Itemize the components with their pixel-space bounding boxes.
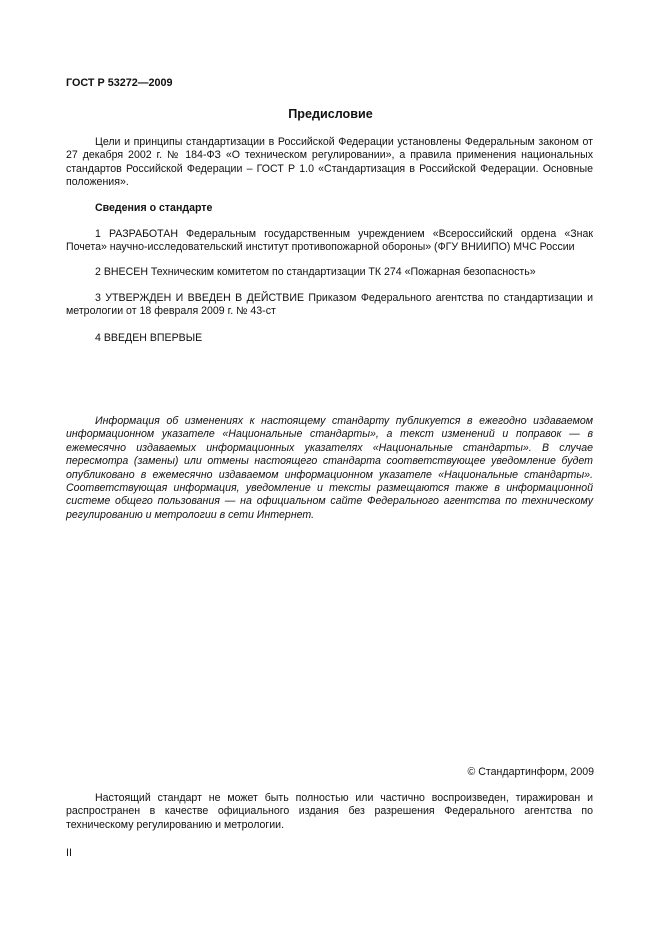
item-approved: 3 УТВЕРЖДЕН И ВВЕДЕН В ДЕЙСТВИЕ Приказом Федерального агентства по стандартизации и метрологии от 18 февраля 2009 г. № 43-ст (66, 292, 593, 318)
changes-notice: Информация об изменениях к настоящему стандарту публикуется в ежегодно издаваемом информационном указателе «Национальные стандарты», а текст изменений и поправок — в ежемесячно издаваемых информационных указателях «Национальные стандарты». В случае пересмотра (замены) или отмены настоящего стандарта соответствующее уведомление будет опубликовано в ежемесячно издаваемом информационном указателе «Национальные стандарты». Соответствующая информация, уведомление и тексты размещаются также в информационной системе общего пользования — на официальном сайте Федерального агентства по техническому регулированию и метрологии в сети Интернет. (66, 415, 593, 521)
item-introduced: 2 ВНЕСЕН Техническим комитетом по стандартизации ТК 274 «Пожарная безопасность» (95, 266, 536, 278)
document-code: ГОСТ Р 53272—2009 (66, 77, 173, 89)
page-title: Предисловие (288, 107, 373, 121)
copyright: © Стандартинформ, 2009 (467, 766, 594, 778)
page-number: II (66, 847, 72, 859)
item-developed: 1 РАЗРАБОТАН Федеральным государственным учреждением «Всероссийский ордена «Знак Почета» научно-исследовательский институт противопожарной обороны» (ФГУ ВНИИПО) МЧС России (66, 228, 593, 254)
item-first-introduced: 4 ВВЕДЕН ВПЕРВЫЕ (95, 332, 203, 344)
intro-paragraph: Цели и принципы стандартизации в Российской Федерации установлены Федеральным законом от 27 декабря 2002 г. № 184-ФЗ «О техническом регулировании», а правила применения национальных стандартов Российской Федерации – ГОСТ Р 1.0 «Стандартизация в Российской Федерации. Основные положения». (66, 136, 593, 189)
reproduction-notice: Настоящий стандарт не может быть полностью или частично воспроизведен, тиражирован и распространен в качестве официального издания без разрешения Федерального агентства по техническому регулированию и метрологии. (66, 792, 593, 831)
info-heading: Сведения о стандарте (95, 202, 213, 214)
